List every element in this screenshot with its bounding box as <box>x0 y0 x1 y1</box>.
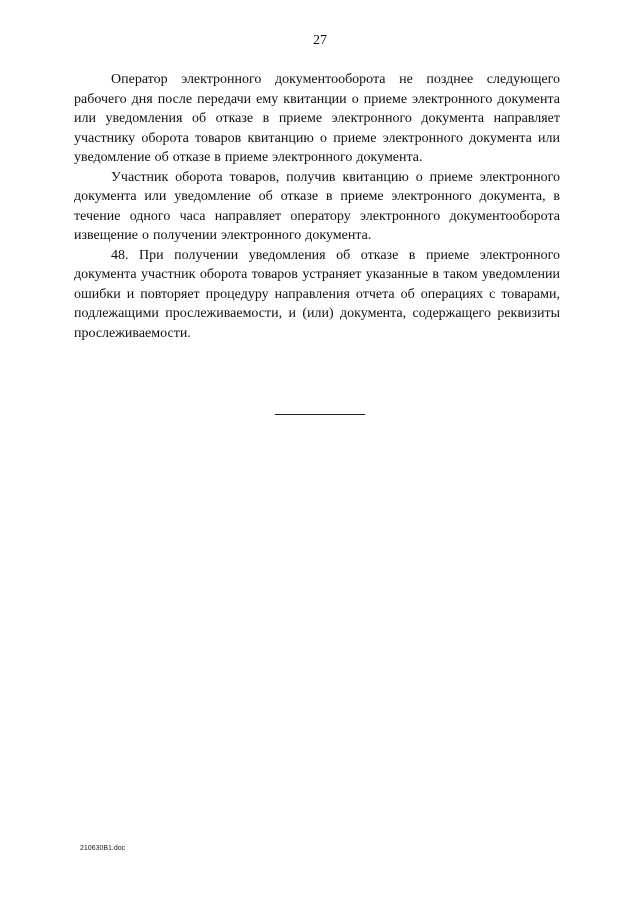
paragraph-operator-notice: Оператор электронного документооборота не позднее следующего рабочего дня после передачи ему квитанции о приеме электронного документа или уведомления об отказе в приеме электронного документа направляет участнику оборота товаров квитанцию о приеме электронного документа или уведомление об отказе в приеме электронного документа. <box>74 72 560 165</box>
paragraph-48-rejection: 48. При получении уведомления об отказе в приеме электронного документа участник оборота товаров устраняет указанные в таком уведомлении ошибки и повторяет процедуру направления отчета об операциях с товарами, подлежащими прослеживаемости, и (или) документа, содержащего реквизиты прослеживаемости. <box>74 247 560 341</box>
page-number: 27 <box>313 33 327 48</box>
paragraph-participant-receipt: Участник оборота товаров, получив квитанцию о приеме электронного документа или уведомление об отказе в приеме электронного документа, в течение одного часа направляет оператору электронного документооборота извещение о получении электронного документа. <box>74 169 560 243</box>
document-body <box>74 70 560 343</box>
end-divider <box>275 414 365 415</box>
footer-filename: 210630В1.doc <box>80 845 126 852</box>
